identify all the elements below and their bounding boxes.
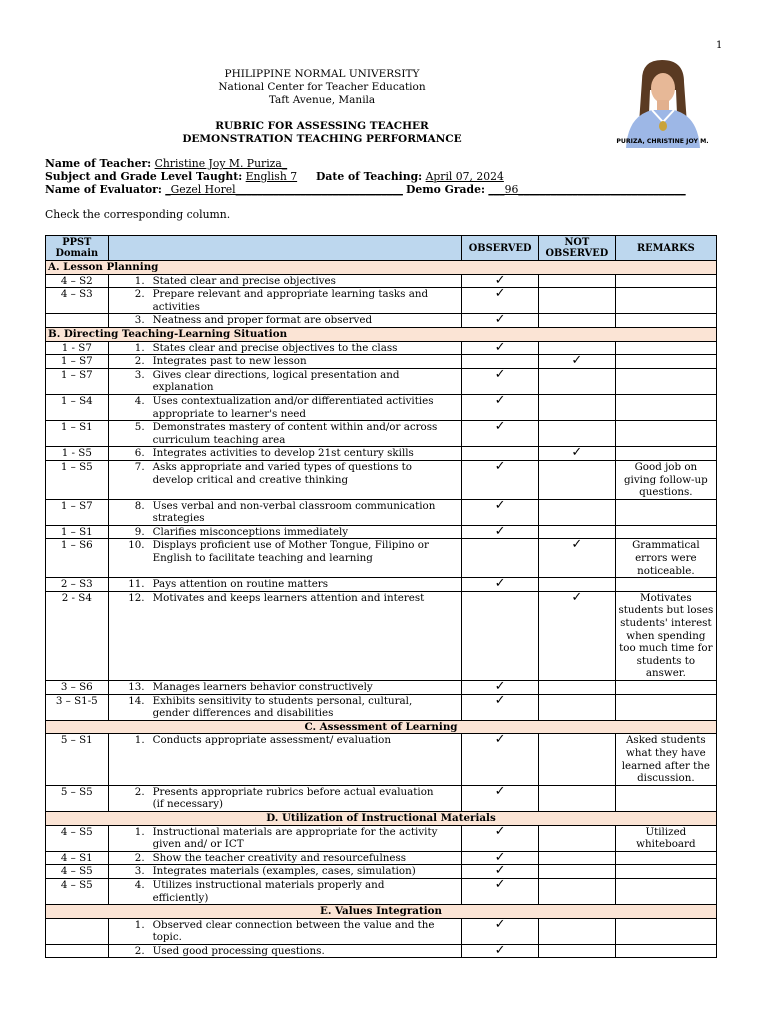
grade-label: Demo Grade: bbox=[406, 183, 485, 196]
indicator-text: Displays proficient use of Mother Tongue, Filipino or English to facilitate teaching and learning bbox=[152, 539, 429, 565]
not-observed-cell bbox=[538, 394, 615, 420]
instruction-text: Check the corresponding column. bbox=[45, 208, 231, 221]
domain-cell: 4 – S3 bbox=[46, 288, 109, 314]
indicator-text: Uses verbal and non-verbal classroom communication strategies bbox=[152, 499, 436, 525]
section-row bbox=[46, 720, 717, 734]
col-remarks: REMARKS bbox=[615, 236, 716, 261]
table-row bbox=[46, 681, 717, 695]
domain-cell: 1 – S7 bbox=[46, 355, 109, 369]
observed-cell bbox=[462, 368, 539, 394]
indicator-text: Uses contextualization and/or differentiated activities appropriate to learner's need bbox=[152, 394, 434, 420]
indicator-text: Integrates past to new lesson bbox=[152, 355, 307, 368]
remarks-cell: Motivates students but loses students' interest when spending too much time for students to answer. bbox=[615, 591, 716, 680]
document-title-line2: DEMONSTRATION TEACHING PERFORMANCE bbox=[182, 133, 462, 145]
table-row bbox=[46, 878, 717, 904]
check-mark-icon: ✓ bbox=[494, 286, 506, 302]
table-row bbox=[46, 578, 717, 592]
observed-cell bbox=[462, 944, 539, 958]
item-number: 4. bbox=[134, 394, 145, 407]
remarks-cell bbox=[615, 694, 716, 720]
observed-cell bbox=[462, 314, 539, 328]
domain-cell: 1 - S5 bbox=[46, 447, 109, 461]
indicator-cell bbox=[108, 288, 462, 314]
remarks-cell: Grammatical errors were noticeable. bbox=[615, 539, 716, 578]
indicator-cell bbox=[108, 421, 462, 447]
item-number: 6. bbox=[134, 447, 145, 460]
domain-cell: 3 – S6 bbox=[46, 681, 109, 695]
indicator-cell bbox=[108, 314, 462, 328]
indicator-text: Asks appropriate and varied types of questions to develop critical and creative thinking bbox=[152, 460, 413, 486]
check-mark-icon: ✓ bbox=[494, 458, 506, 474]
check-mark-icon: ✓ bbox=[494, 783, 506, 799]
table-row bbox=[46, 355, 717, 369]
table-row bbox=[46, 825, 717, 851]
section-row bbox=[46, 327, 717, 341]
indicator-text: Gives clear directions, logical presentation and explanation bbox=[152, 368, 400, 394]
not-observed-cell bbox=[538, 421, 615, 447]
table-row bbox=[46, 734, 717, 785]
page-number: 1 bbox=[716, 40, 723, 51]
not-observed-cell bbox=[538, 785, 615, 811]
table-row bbox=[46, 447, 717, 461]
subject-line bbox=[45, 170, 297, 183]
table-row bbox=[46, 539, 717, 578]
section-title: B. Directing Teaching-Learning Situation bbox=[46, 327, 717, 341]
item-number: 9. bbox=[134, 525, 145, 538]
check-mark-icon: ✓ bbox=[494, 692, 506, 708]
indicator-text: Motivates and keeps learners attention and interest bbox=[152, 591, 425, 604]
table-row bbox=[46, 499, 717, 525]
not-observed-cell bbox=[538, 591, 615, 680]
grade-value: ___96_______________________________ bbox=[488, 183, 686, 196]
indicator-text: States clear and precise objectives to the class bbox=[152, 341, 398, 354]
indicator-cell bbox=[108, 734, 462, 785]
date-line bbox=[316, 170, 504, 183]
indicator-cell bbox=[108, 368, 462, 394]
subject-value: English 7 bbox=[245, 170, 298, 183]
section-title: D. Utilization of Instructional Materials bbox=[46, 811, 717, 825]
indicator-text: Used good processing questions. bbox=[152, 944, 325, 957]
observed-cell bbox=[462, 785, 539, 811]
section-title: A. Lesson Planning bbox=[46, 261, 717, 275]
check-mark-icon: ✓ bbox=[494, 497, 506, 513]
item-number: 14. bbox=[128, 694, 145, 707]
indicator-cell bbox=[108, 694, 462, 720]
col-indicator bbox=[108, 236, 462, 261]
indicator-cell bbox=[108, 918, 462, 944]
teacher-photo bbox=[612, 60, 712, 148]
observed-cell bbox=[462, 539, 539, 578]
indicator-text: Exhibits sensitivity to students personal, cultural, gender differences and disabilities bbox=[152, 694, 413, 720]
table-row bbox=[46, 288, 717, 314]
observed-cell bbox=[462, 734, 539, 785]
item-number: 1. bbox=[134, 918, 145, 931]
domain-cell: 2 – S3 bbox=[46, 578, 109, 592]
item-number: 2. bbox=[134, 944, 145, 957]
not-observed-cell bbox=[538, 944, 615, 958]
rubric-table bbox=[45, 235, 717, 958]
check-mark-icon: ✓ bbox=[494, 849, 506, 865]
teacher-label: Name of Teacher: bbox=[45, 157, 152, 170]
table-row bbox=[46, 944, 717, 958]
indicator-cell bbox=[108, 865, 462, 879]
item-number: 8. bbox=[134, 499, 145, 512]
observed-cell bbox=[462, 825, 539, 851]
check-mark-icon: ✓ bbox=[494, 523, 506, 539]
remarks-cell bbox=[615, 421, 716, 447]
indicator-text: Show the teacher creativity and resourcefulness bbox=[152, 851, 407, 864]
indicator-cell bbox=[108, 447, 462, 461]
indicator-cell bbox=[108, 878, 462, 904]
university-name: PHILIPPINE NORMAL UNIVERSITY bbox=[224, 68, 420, 80]
item-number: 4. bbox=[134, 878, 145, 891]
indicator-cell bbox=[108, 578, 462, 592]
not-observed-cell bbox=[538, 539, 615, 578]
document-title-line1: RUBRIC FOR ASSESSING TEACHER bbox=[215, 120, 429, 132]
table-row bbox=[46, 694, 717, 720]
check-mark-icon: ✓ bbox=[494, 823, 506, 839]
check-mark-icon: ✓ bbox=[494, 916, 506, 932]
indicator-text: Integrates activities to develop 21st century skills bbox=[152, 447, 414, 460]
domain-cell: 5 – S5 bbox=[46, 785, 109, 811]
section-title: E. Values Integration bbox=[46, 905, 717, 919]
not-observed-cell bbox=[538, 865, 615, 879]
check-mark-icon: ✓ bbox=[494, 942, 506, 958]
indicator-cell bbox=[108, 825, 462, 851]
item-number: 10. bbox=[128, 539, 145, 552]
date-label: Date of Teaching: bbox=[316, 170, 423, 183]
item-number: 1. bbox=[134, 825, 145, 838]
remarks-cell: Asked students what they have learned after the discussion. bbox=[615, 734, 716, 785]
photo-caption: PURIZA, CHRISTINE JOY M. bbox=[616, 138, 709, 145]
item-number: 3. bbox=[134, 865, 145, 878]
observed-cell bbox=[462, 578, 539, 592]
section-row bbox=[46, 905, 717, 919]
domain-cell: 1 – S5 bbox=[46, 460, 109, 499]
indicator-text: Utilizes instructional materials properly and efficiently) bbox=[152, 878, 385, 904]
item-number: 13. bbox=[128, 681, 145, 693]
check-mark-icon: ✓ bbox=[494, 312, 506, 328]
section-title: C. Assessment of Learning bbox=[46, 720, 717, 734]
domain-cell: 4 – S5 bbox=[46, 825, 109, 851]
not-observed-cell bbox=[538, 355, 615, 369]
item-number: 5. bbox=[134, 421, 145, 434]
item-number: 3. bbox=[134, 314, 145, 327]
item-number: 1. bbox=[134, 734, 145, 747]
item-number: 2. bbox=[134, 355, 145, 368]
observed-cell bbox=[462, 341, 539, 355]
observed-cell bbox=[462, 421, 539, 447]
check-mark-icon: ✓ bbox=[494, 876, 506, 892]
table-row bbox=[46, 785, 717, 811]
remarks-cell bbox=[615, 341, 716, 355]
indicator-text: Manages learners behavior constructively bbox=[152, 681, 373, 693]
indicator-text: Observed clear connection between the value and the topic. bbox=[152, 918, 435, 944]
domain-cell bbox=[46, 944, 109, 958]
indicator-cell bbox=[108, 460, 462, 499]
remarks-cell bbox=[615, 274, 716, 288]
remarks-cell bbox=[615, 288, 716, 314]
remarks-cell bbox=[615, 878, 716, 904]
indicator-cell bbox=[108, 394, 462, 420]
observed-cell bbox=[462, 394, 539, 420]
item-number: 1. bbox=[134, 274, 145, 287]
remarks-cell bbox=[615, 525, 716, 539]
remarks-cell bbox=[615, 499, 716, 525]
date-value: April 07, 2024 bbox=[425, 170, 504, 183]
domain-cell: 1 – S6 bbox=[46, 539, 109, 578]
indicator-cell bbox=[108, 681, 462, 695]
table-row bbox=[46, 591, 717, 680]
indicator-text: Pays attention on routine matters bbox=[152, 578, 329, 591]
table-row bbox=[46, 865, 717, 879]
indicator-text: Conducts appropriate assessment/ evaluation bbox=[152, 734, 391, 747]
indicator-cell bbox=[108, 341, 462, 355]
indicator-text: Integrates materials (examples, cases, simulation) bbox=[152, 865, 416, 878]
evaluator-line bbox=[45, 183, 403, 196]
section-row bbox=[46, 811, 717, 825]
domain-cell: 1 – S1 bbox=[46, 421, 109, 447]
observed-cell bbox=[462, 288, 539, 314]
table-row bbox=[46, 918, 717, 944]
grade-line bbox=[406, 183, 686, 196]
table-row bbox=[46, 368, 717, 394]
domain-cell: 4 – S1 bbox=[46, 851, 109, 865]
item-number: 2. bbox=[134, 785, 145, 798]
check-mark-icon: ✓ bbox=[571, 589, 583, 605]
remarks-cell bbox=[615, 681, 716, 695]
item-number: 2. bbox=[134, 851, 145, 864]
observed-cell bbox=[462, 460, 539, 499]
domain-cell: 1 – S4 bbox=[46, 394, 109, 420]
not-observed-cell bbox=[538, 499, 615, 525]
indicator-text: Neatness and proper format are observed bbox=[152, 314, 373, 327]
indicator-cell bbox=[108, 591, 462, 680]
item-number: 2. bbox=[134, 288, 145, 301]
indicator-cell bbox=[108, 274, 462, 288]
remarks-cell bbox=[615, 578, 716, 592]
domain-cell: 1 – S7 bbox=[46, 368, 109, 394]
check-mark-icon: ✓ bbox=[571, 353, 583, 369]
table-row bbox=[46, 421, 717, 447]
domain-cell: 2 - S4 bbox=[46, 591, 109, 680]
check-mark-icon: ✓ bbox=[571, 537, 583, 553]
domain-cell: 1 – S7 bbox=[46, 499, 109, 525]
indicator-cell bbox=[108, 499, 462, 525]
remarks-cell bbox=[615, 851, 716, 865]
not-observed-cell bbox=[538, 851, 615, 865]
section-row bbox=[46, 261, 717, 275]
remarks-cell bbox=[615, 785, 716, 811]
domain-cell: 5 – S1 bbox=[46, 734, 109, 785]
item-number: 3. bbox=[134, 368, 145, 381]
table-row bbox=[46, 341, 717, 355]
domain-cell: 1 - S7 bbox=[46, 341, 109, 355]
check-mark-icon: ✓ bbox=[494, 272, 506, 288]
observed-cell bbox=[462, 499, 539, 525]
teacher-name: Christine Joy M. Puriza_ bbox=[154, 157, 288, 170]
item-number: 7. bbox=[134, 460, 145, 473]
remarks-cell bbox=[615, 394, 716, 420]
domain-cell: 1 – S1 bbox=[46, 525, 109, 539]
address: Taft Avenue, Manila bbox=[268, 94, 376, 106]
evaluator-name: _Gezel Horel_______________________________ bbox=[165, 183, 403, 196]
subject-label: Subject and Grade Level Taught: bbox=[45, 170, 243, 183]
domain-cell: 3 – S1-5 bbox=[46, 694, 109, 720]
not-observed-cell bbox=[538, 368, 615, 394]
indicator-cell bbox=[108, 539, 462, 578]
table-row bbox=[46, 314, 717, 328]
not-observed-cell bbox=[538, 825, 615, 851]
domain-cell: 4 – S2 bbox=[46, 274, 109, 288]
not-observed-cell bbox=[538, 734, 615, 785]
not-observed-cell bbox=[538, 460, 615, 499]
observed-cell bbox=[462, 591, 539, 680]
col-domain: PPST Domain bbox=[46, 236, 109, 261]
indicator-text: Presents appropriate rubrics before actual evaluation (if necessary) bbox=[152, 785, 434, 811]
not-observed-cell bbox=[538, 274, 615, 288]
not-observed-cell bbox=[538, 288, 615, 314]
evaluator-label: Name of Evaluator: bbox=[45, 183, 162, 196]
not-observed-cell bbox=[538, 314, 615, 328]
remarks-cell bbox=[615, 355, 716, 369]
not-observed-cell bbox=[538, 878, 615, 904]
observed-cell bbox=[462, 694, 539, 720]
indicator-cell bbox=[108, 355, 462, 369]
domain-cell bbox=[46, 314, 109, 328]
item-number: 12. bbox=[128, 591, 145, 604]
remarks-cell bbox=[615, 865, 716, 879]
indicator-cell bbox=[108, 525, 462, 539]
domain-cell: 4 – S5 bbox=[46, 878, 109, 904]
indicator-text: Instructional materials are appropriate for the activity given and/ or ICT bbox=[152, 825, 438, 851]
document-header bbox=[172, 68, 472, 146]
col-observed: OBSERVED bbox=[462, 236, 539, 261]
domain-cell bbox=[46, 918, 109, 944]
check-mark-icon: ✓ bbox=[571, 445, 583, 461]
indicator-text: Clarifies misconceptions immediately bbox=[152, 525, 349, 538]
table-row bbox=[46, 394, 717, 420]
table-row bbox=[46, 274, 717, 288]
remarks-cell bbox=[615, 314, 716, 328]
check-mark-icon: ✓ bbox=[494, 366, 506, 382]
check-mark-icon: ✓ bbox=[494, 419, 506, 435]
item-number: 11. bbox=[128, 578, 145, 591]
center-name: National Center for Teacher Education bbox=[218, 81, 426, 93]
observed-cell bbox=[462, 878, 539, 904]
check-mark-icon: ✓ bbox=[494, 576, 506, 592]
not-observed-cell bbox=[538, 447, 615, 461]
remarks-cell bbox=[615, 918, 716, 944]
teacher-line bbox=[45, 157, 287, 170]
check-mark-icon: ✓ bbox=[494, 392, 506, 408]
table-row bbox=[46, 851, 717, 865]
indicator-text: Prepare relevant and appropriate learning tasks and activities bbox=[152, 288, 429, 313]
indicator-cell bbox=[108, 785, 462, 811]
not-observed-cell bbox=[538, 694, 615, 720]
not-observed-cell bbox=[538, 681, 615, 695]
indicator-text: Stated clear and precise objectives bbox=[152, 274, 336, 287]
check-mark-icon: ✓ bbox=[494, 679, 506, 694]
observed-cell bbox=[462, 918, 539, 944]
col-not-observed: NOT OBSERVED bbox=[538, 236, 615, 261]
not-observed-cell bbox=[538, 918, 615, 944]
table-row bbox=[46, 525, 717, 539]
table-row bbox=[46, 460, 717, 499]
remarks-cell: Utilized whiteboard bbox=[615, 825, 716, 851]
remarks-cell: Good job on giving follow-up questions. bbox=[615, 460, 716, 499]
check-mark-icon: ✓ bbox=[494, 732, 506, 748]
indicator-cell bbox=[108, 851, 462, 865]
item-number: 1. bbox=[134, 341, 145, 354]
remarks-cell bbox=[615, 368, 716, 394]
check-mark-icon: ✓ bbox=[494, 863, 506, 879]
domain-cell: 4 – S5 bbox=[46, 865, 109, 879]
observed-cell bbox=[462, 525, 539, 539]
remarks-cell bbox=[615, 944, 716, 958]
remarks-cell bbox=[615, 447, 716, 461]
indicator-text: Demonstrates mastery of content within and/or across curriculum teaching area bbox=[152, 421, 438, 446]
indicator-cell bbox=[108, 944, 462, 958]
check-mark-icon: ✓ bbox=[494, 339, 506, 355]
